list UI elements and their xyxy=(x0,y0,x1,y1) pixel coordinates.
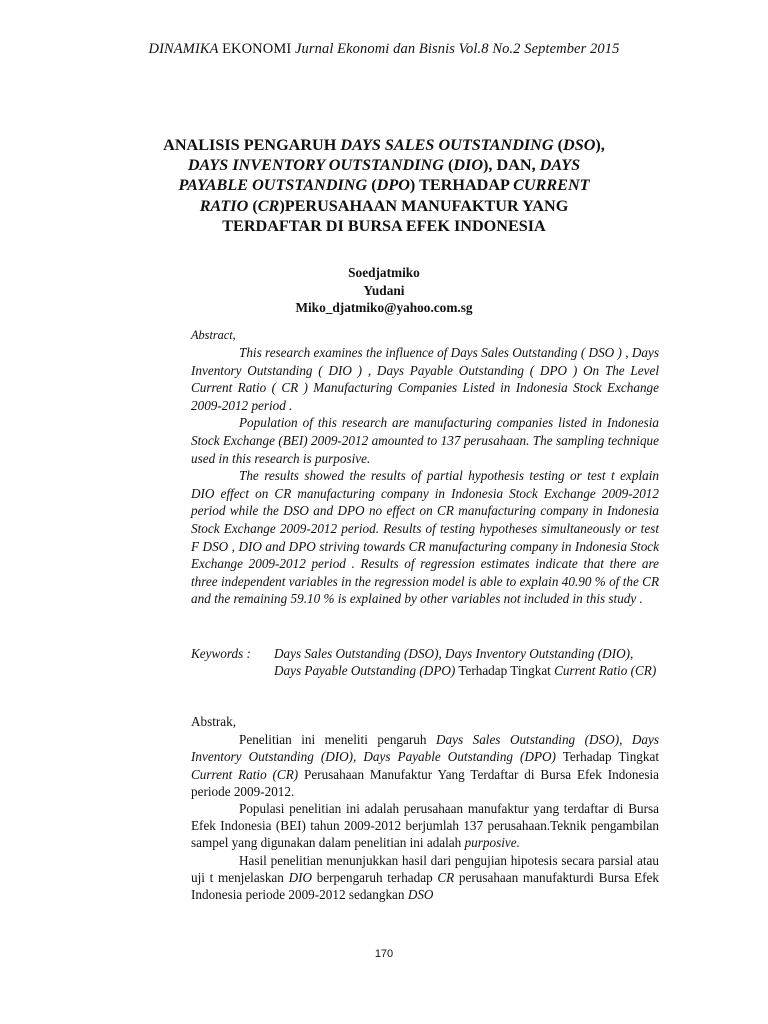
abstract-english xyxy=(191,328,659,608)
author-name: Yudani xyxy=(363,282,405,298)
article-title: ANALISIS PENGARUH DAYS SALES OUTSTANDING (DSO), DAYS INVENTORY OUTSTANDING (DIO), DAN, DAYS PAYABLE OUTSTANDING (DPO) TERHADAP CURRENT RATIO (CR)PERUSAHAAN MANUFAKTUR YANG TERDAFTAR DI BURSA EFEK INDONESIA xyxy=(163,136,605,235)
abstrak-paragraph: Populasi penelitian ini adalah perusahaan manufaktur yang terdaftar di Bursa Efek Indonesia (BEI) tahun 2009-2012 berjumlah 137 perusahaan.Teknik pengambilan sampel yang digunakan dalam penelitian ini adalah purposive. xyxy=(191,801,659,851)
running-header: DINAMIKA EKONOMI Jurnal Ekonomi dan Bisnis Vol.8 No.2 September 2015 xyxy=(148,41,620,57)
keywords-text: Days Sales Outstanding (DSO), Days Inventory Outstanding (DIO), Days Payable Outstanding (DPO) Terhadap Tingkat Current Ratio (CR) xyxy=(274,646,657,679)
keywords-label: Keywords : xyxy=(191,646,251,661)
abstract-paragraph: Population of this research are manufacturing companies listed in Indonesia Stock Exchange (BEI) 2009-2012 amounted to 137 perusahaan. The sampling technique used in this research is purposive. xyxy=(191,415,659,466)
author-block xyxy=(0,264,768,317)
abstrak-label: Abstrak, xyxy=(191,714,237,729)
abstract-indonesian xyxy=(191,713,659,903)
abstrak-paragraph: Penelitian ini meneliti pengaruh Days Sales Outstanding (DSO), Days Inventory Outstanding (DIO), Days Payable Outstanding (DPO) Terhadap Tingkat Current Ratio (CR) Perusahaan Manufaktur Yang Terdaftar di Bursa Efek Indonesia periode 2009-2012. xyxy=(191,732,659,799)
keywords xyxy=(191,645,661,680)
abstract-label: Abstract, xyxy=(191,328,236,342)
abstract-paragraph: This research examines the influence of Days Sales Outstanding ( DSO ) , Days Inventory Outstanding ( DIO ) , Days Payable Outstanding ( DPO ) On The Level Current Ratio ( CR ) Manufacturing Companies Listed in Indonesia Stock Exchange 2009-2012 period . xyxy=(191,345,659,413)
abstrak-paragraph: Hasil penelitian menunjukkan hasil dari pengujian hipotesis secara parsial atau uji t menjelaskan DIO berpengaruh terhadap CR perusahaan manufakturdi Bursa Efek Indonesia periode 2009-2012 sedangkan DSO xyxy=(191,852,659,903)
author-name: Soedjatmiko xyxy=(348,265,420,280)
page-number: 170 xyxy=(374,948,394,960)
author-email: Miko_djatmiko@yahoo.com.sg xyxy=(295,300,473,315)
abstract-paragraph: The results showed the results of partial hypothesis testing or test t explain DIO effect on CR manufacturing company in Indonesia Stock Exchange 2009-2012 period while the DSO and DPO no effect on CR manufacturing company in Indonesia Stock Exchange 2009-2012 period. Results of testing hypotheses simultaneously or test F DSO , DIO and DPO striving towards CR manufacturing company in Indonesia Stock Exchange 2009-2012 period . Results of regression estimates indicate that there are three independent variables in the regression model is able to explain 40.90 % of the CR and the remaining 59.10 % is explained by other variables not included in this study . xyxy=(191,468,659,607)
